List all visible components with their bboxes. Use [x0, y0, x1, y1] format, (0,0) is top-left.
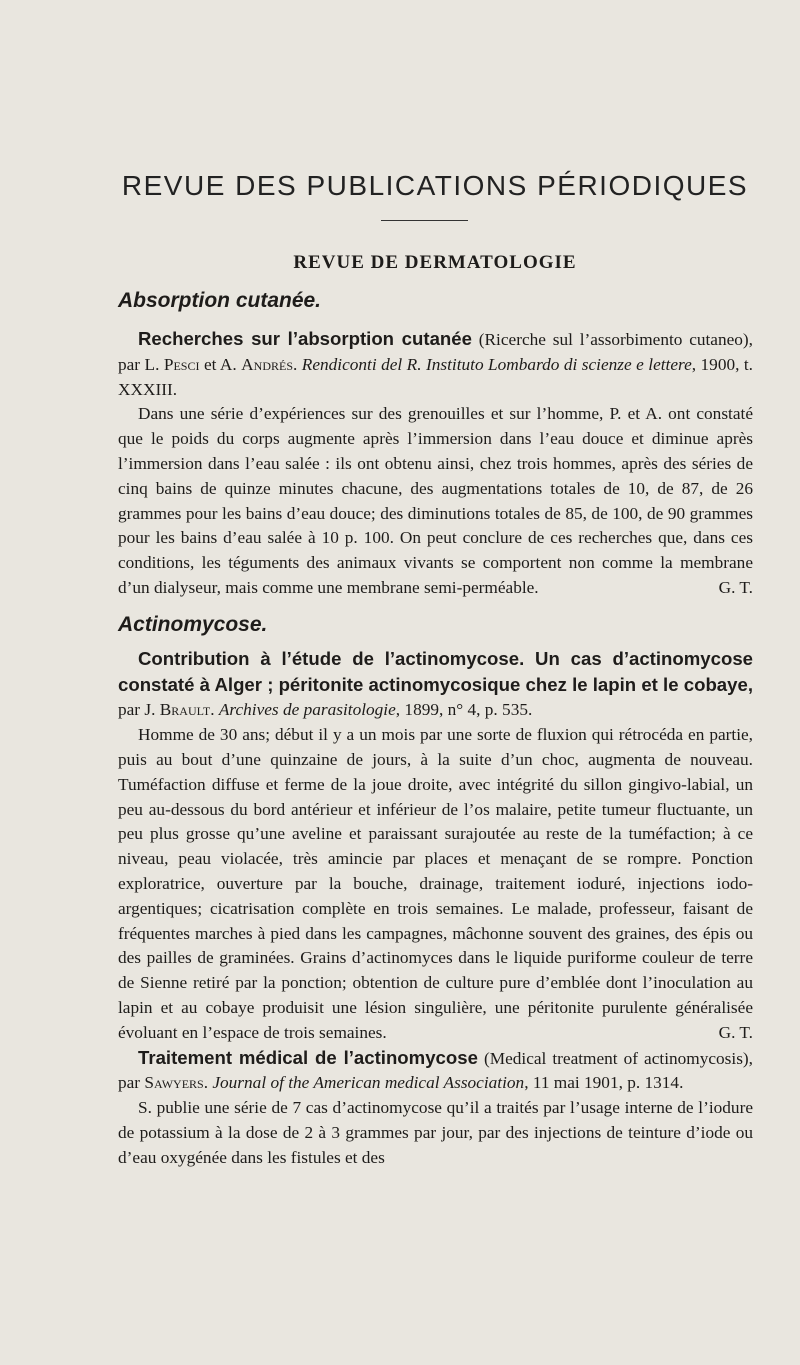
entry-reference: Recherches sur l’absorption cutanée (Ricerche sul l’assorbimento cutaneo), par L. Pesci et A. Andrés. Rendiconti del R. Instituto Lombardo di scienze e lettere, 1900, t. XXXIII.: [118, 328, 754, 399]
entry-body: [118, 1096, 753, 1170]
reference-tail: , 1899, n° 4, p. 535.: [395, 700, 533, 720]
subsection-heading: Actinomycose.: [118, 612, 268, 636]
journal-name: Journal of the American medical Association: [212, 1073, 525, 1093]
subsection-heading: Absorption cutanée.: [118, 289, 322, 312]
entry-title: Traitement médical de l’actinomycose: [138, 1046, 478, 1068]
entry-title: Recherches sur l’absorption cutanée: [138, 328, 472, 349]
reference-connector: .: [210, 700, 219, 720]
journal-name: Archives de parasitologie: [218, 700, 396, 720]
title-divider: [381, 220, 468, 221]
journal-name: Rendiconti del R. Instituto Lombardo di scienze e lettere: [301, 354, 692, 374]
entry-body-text: Dans une série d’expériences sur des grenouilles et sur l’homme, P. et A. ont constaté que le poids du corps augmente après l’immersion dans l’eau douce et diminue après l’immersion dans l’eau salée : ils ont obtenu ainsi, chez trois hommes, après des séries de cinq bains de quinze minutes chacune, des augmentations totales de 10, de 87, de 26 grammes pour les bains d’eau douce; des diminutions totales de 85, de 100, de 90 grammes pour les bains d’eau salée à 10 p. 100. On peut conclure de ces recherches que, dans ces conditions, les téguments des animaux vivants se comportent non comme la membrane d’un dialyseur, mais comme une membrane semi-perméable.: [118, 404, 753, 597]
reference-tail: , 1900, t. XXXIII.: [118, 354, 753, 399]
reference-connector: .: [203, 1073, 213, 1093]
author-name: Sawyers: [144, 1073, 204, 1093]
reference-text: (Medical treatment of actinomycosis), par: [118, 1048, 753, 1093]
author-signature: G. T.: [718, 577, 753, 597]
reference-text: par J.: [118, 700, 160, 720]
author-name: Brault: [159, 700, 211, 720]
page-title: REVUE DES PUBLICATIONS PÉRIODIQUES: [121, 170, 749, 201]
entry-reference: [118, 1046, 753, 1097]
author-name: Andrés: [241, 354, 293, 374]
entry-reference: [118, 647, 753, 723]
reference-connector: et A.: [199, 354, 242, 374]
entry-body-text: Homme de 30 ans; début il y a un mois par une sorte de fluxion qui rétrocéda en partie, puis au bout d’une quinzaine de jours, à la suite d’un choc, augmenta de nouveau. Tuméfaction diffuse et ferme de la joue droite, avec intégrité du sillon gingivo-labial, un peu au-dessous du bord antérieur et inférieur de l’os malaire, petite tumeur fluctuante, un peu plus grosse qu’une aveline et paraissant surajoutée au reste de la tuméfaction; à ce niveau, peau violacée, très amincie par places et menaçant de se rompre. Ponction exploratrice, ouverture par la bouche, drainage, traitement ioduré, injections iodo-argentiques; cicatrisation complète en trois semaines. Le malade, professeur, faisant de fréquentes marches à pied dans les campagnes, mâchonne souvent des graines, des épis ou des pailles de graminées. Grains d’actinomyces dans le liquide puriforme couleur de terre de Sienne retiré par la ponction; obtention de culture pure d’emblée dont l’inoculation au lapin et au cobaye produisit une lésion singulière, une péritonite purulente généralisée évoluant en l’espace de trois semaines.: [118, 725, 753, 1042]
entry-body: [118, 402, 753, 600]
reference-text: (Ricerche sul l’assorbimento cutaneo), par L.: [118, 330, 754, 374]
author-name: Pesci: [163, 354, 200, 374]
author-signature: G. T.: [718, 1022, 753, 1042]
entry-body-text: S. publie une série de 7 cas d’actinomycose qu’il a traités par l’usage interne de l’iodure de potassium à la dose de 2 à 3 grammes par jour, par des injections de teinture d’iode ou d’eau oxygénée dans les fistules et des: [118, 1098, 753, 1167]
entry-body: [118, 723, 753, 1045]
reference-tail: , 11 mai 1901, p. 1314.: [524, 1073, 684, 1093]
section-heading: REVUE DE DERMATOLOGIE: [293, 252, 577, 273]
entry-title: Contribution à l’étude de l’actinomycose. Un cas d’actinomycose constaté à Alger ; péritonite actinomycosique chez le lapin et le cobaye,: [118, 647, 753, 695]
article-column: [118, 288, 753, 1171]
